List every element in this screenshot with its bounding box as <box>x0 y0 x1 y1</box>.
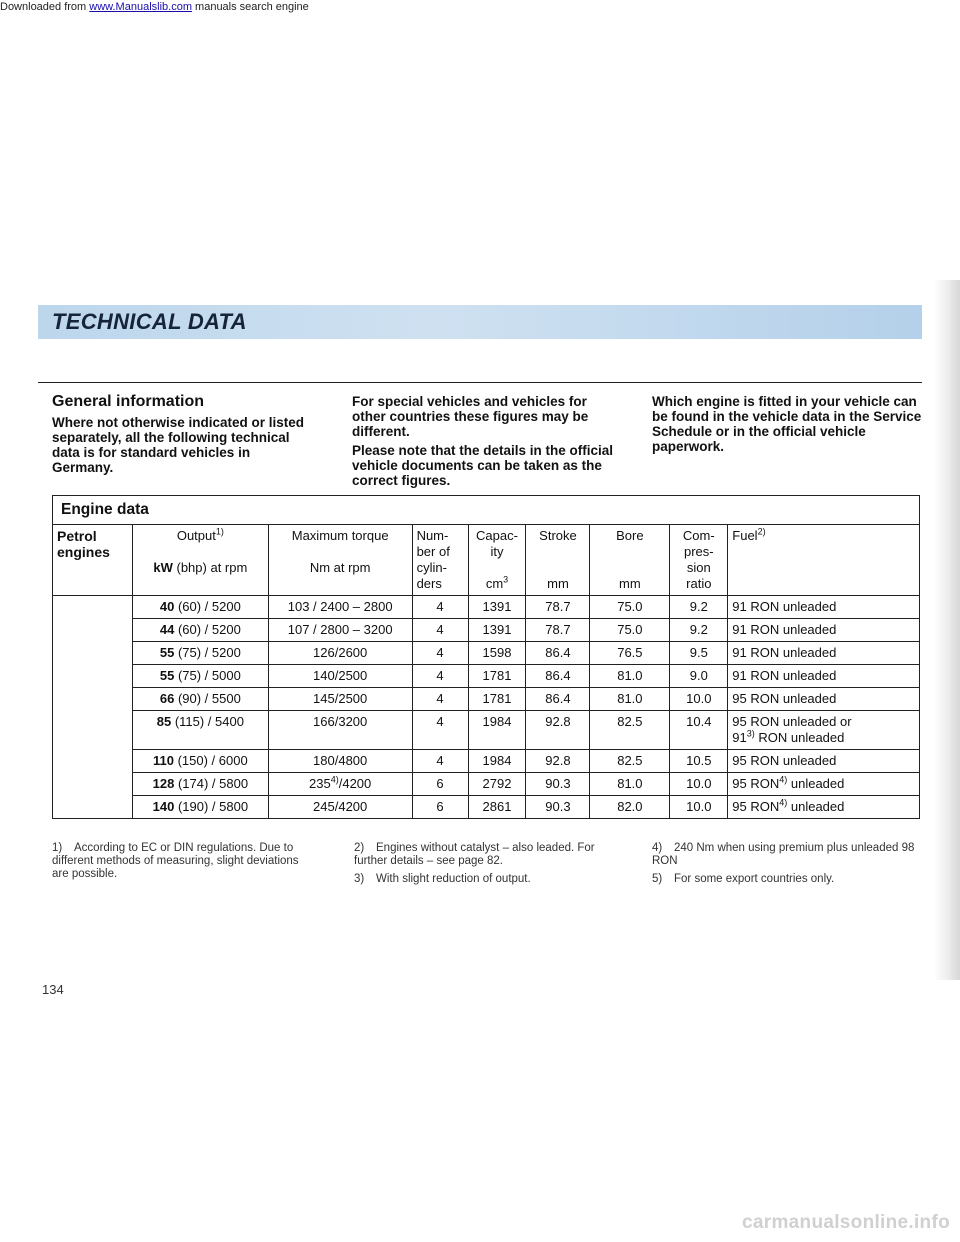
cylinders-header: Num- ber of cylin- ders <box>412 525 468 596</box>
table-row: 66 (90) / 5500 145/2500 4 1781 86.4 81.0 10.0 95 RON unleaded <box>53 688 920 711</box>
engine-fitted-text: Which engine is fitted in your vehicle can be found in the vehicle data in the Service Schedule or in the official vehicle paperwork. <box>652 394 922 454</box>
header-divider <box>38 382 922 383</box>
engine-data-table <box>52 495 920 819</box>
torque-header: Maximum torque Nm at rpm <box>268 525 412 596</box>
empty-label-cell <box>53 596 133 819</box>
table-row: 55 (75) / 5000 140/2500 4 1781 86.4 81.0 9.0 91 RON unleaded <box>53 665 920 688</box>
download-banner <box>0 0 960 14</box>
general-info-title: General information <box>52 393 205 410</box>
table-row: 128 (174) / 5800 235$^{4)}$/4200 6 2792 90.3 81.0 10.0 95 RON$^{4)}$ unleaded <box>53 773 920 796</box>
section-header-bar <box>38 305 922 339</box>
table-row: 44 (60) / 5200 107 / 2800 – 3200 4 1391 78.7 75.0 9.2 91 RON unleaded <box>53 619 920 642</box>
fuel-header: Fuel$^{2)}$ <box>728 525 920 596</box>
table-header-row <box>53 525 920 596</box>
footnote-2: 2) Engines without catalyst – also leaded. For further details – see page 82. <box>354 842 595 867</box>
special-vehicles-column <box>352 394 622 492</box>
output-header: Output$^{1)}$ kW (bhp) at rpm <box>132 525 268 596</box>
table-title-row <box>53 496 920 525</box>
footnote-4: 4) 240 Nm when using premium plus unleaded 98 RON <box>652 842 915 867</box>
compression-header: Com- pres- sion ratio <box>670 525 728 596</box>
footnote-1: 1) According to EC or DIN regulations. Due to different methods of measuring, slight deviations are possible. <box>52 842 299 880</box>
watermark: carmanualsonline.info <box>742 1212 950 1233</box>
banner-prefix: Downloaded from <box>0 1 90 13</box>
bore-header: Bore mm <box>590 525 670 596</box>
page-edge-shadow <box>934 280 960 980</box>
page-number: 134 <box>42 982 64 997</box>
banner-suffix: manuals search engine <box>191 1 309 13</box>
table-title: Engine data <box>53 496 920 525</box>
engine-fitted-column <box>652 394 922 458</box>
official-docs-text: Please note that the details in the official vehicle documents can be taken as the correct figures. <box>352 443 614 488</box>
petrol-engines-label: Petrol engines <box>53 525 133 596</box>
footnote-3: 3) With slight reduction of output. <box>354 873 531 885</box>
general-info-column <box>52 394 314 479</box>
table-row: 40 (60) / 5200 103 / 2400 – 2800 4 1391 78.7 75.0 9.2 91 RON unleaded <box>53 596 920 619</box>
general-info-text: Where not otherwise indicated or listed separately, all the following technical data is for standard vehicles in Germany. <box>52 415 305 475</box>
stroke-header: Stroke mm <box>526 525 590 596</box>
manualslib-link[interactable]: www.Manualslib.com <box>89 1 192 13</box>
table-row: 85 (115) / 5400 166/3200 4 1984 92.8 82.5 10.4 95 RON unleaded or 91$^{3)}$ RON unleaded <box>53 711 920 750</box>
capacity-header: Capac- ity $cm^3$ <box>468 525 526 596</box>
section-title: TECHNICAL DATA <box>52 309 247 334</box>
table-row: 110 (150) / 6000 180/4800 4 1984 92.8 82.5 10.5 95 RON unleaded <box>53 750 920 773</box>
table-row: 140 (190) / 5800 245/4200 6 2861 90.3 82.0 10.0 95 RON$^{4)}$ unleaded <box>53 796 920 819</box>
footnote-5: 5) For some export countries only. <box>652 873 835 885</box>
table-row: 55 (75) / 5200 126/2600 4 1598 86.4 76.5 9.5 91 RON unleaded <box>53 642 920 665</box>
special-vehicles-text: For special vehicles and vehicles for other countries these figures may be different. <box>352 394 589 439</box>
